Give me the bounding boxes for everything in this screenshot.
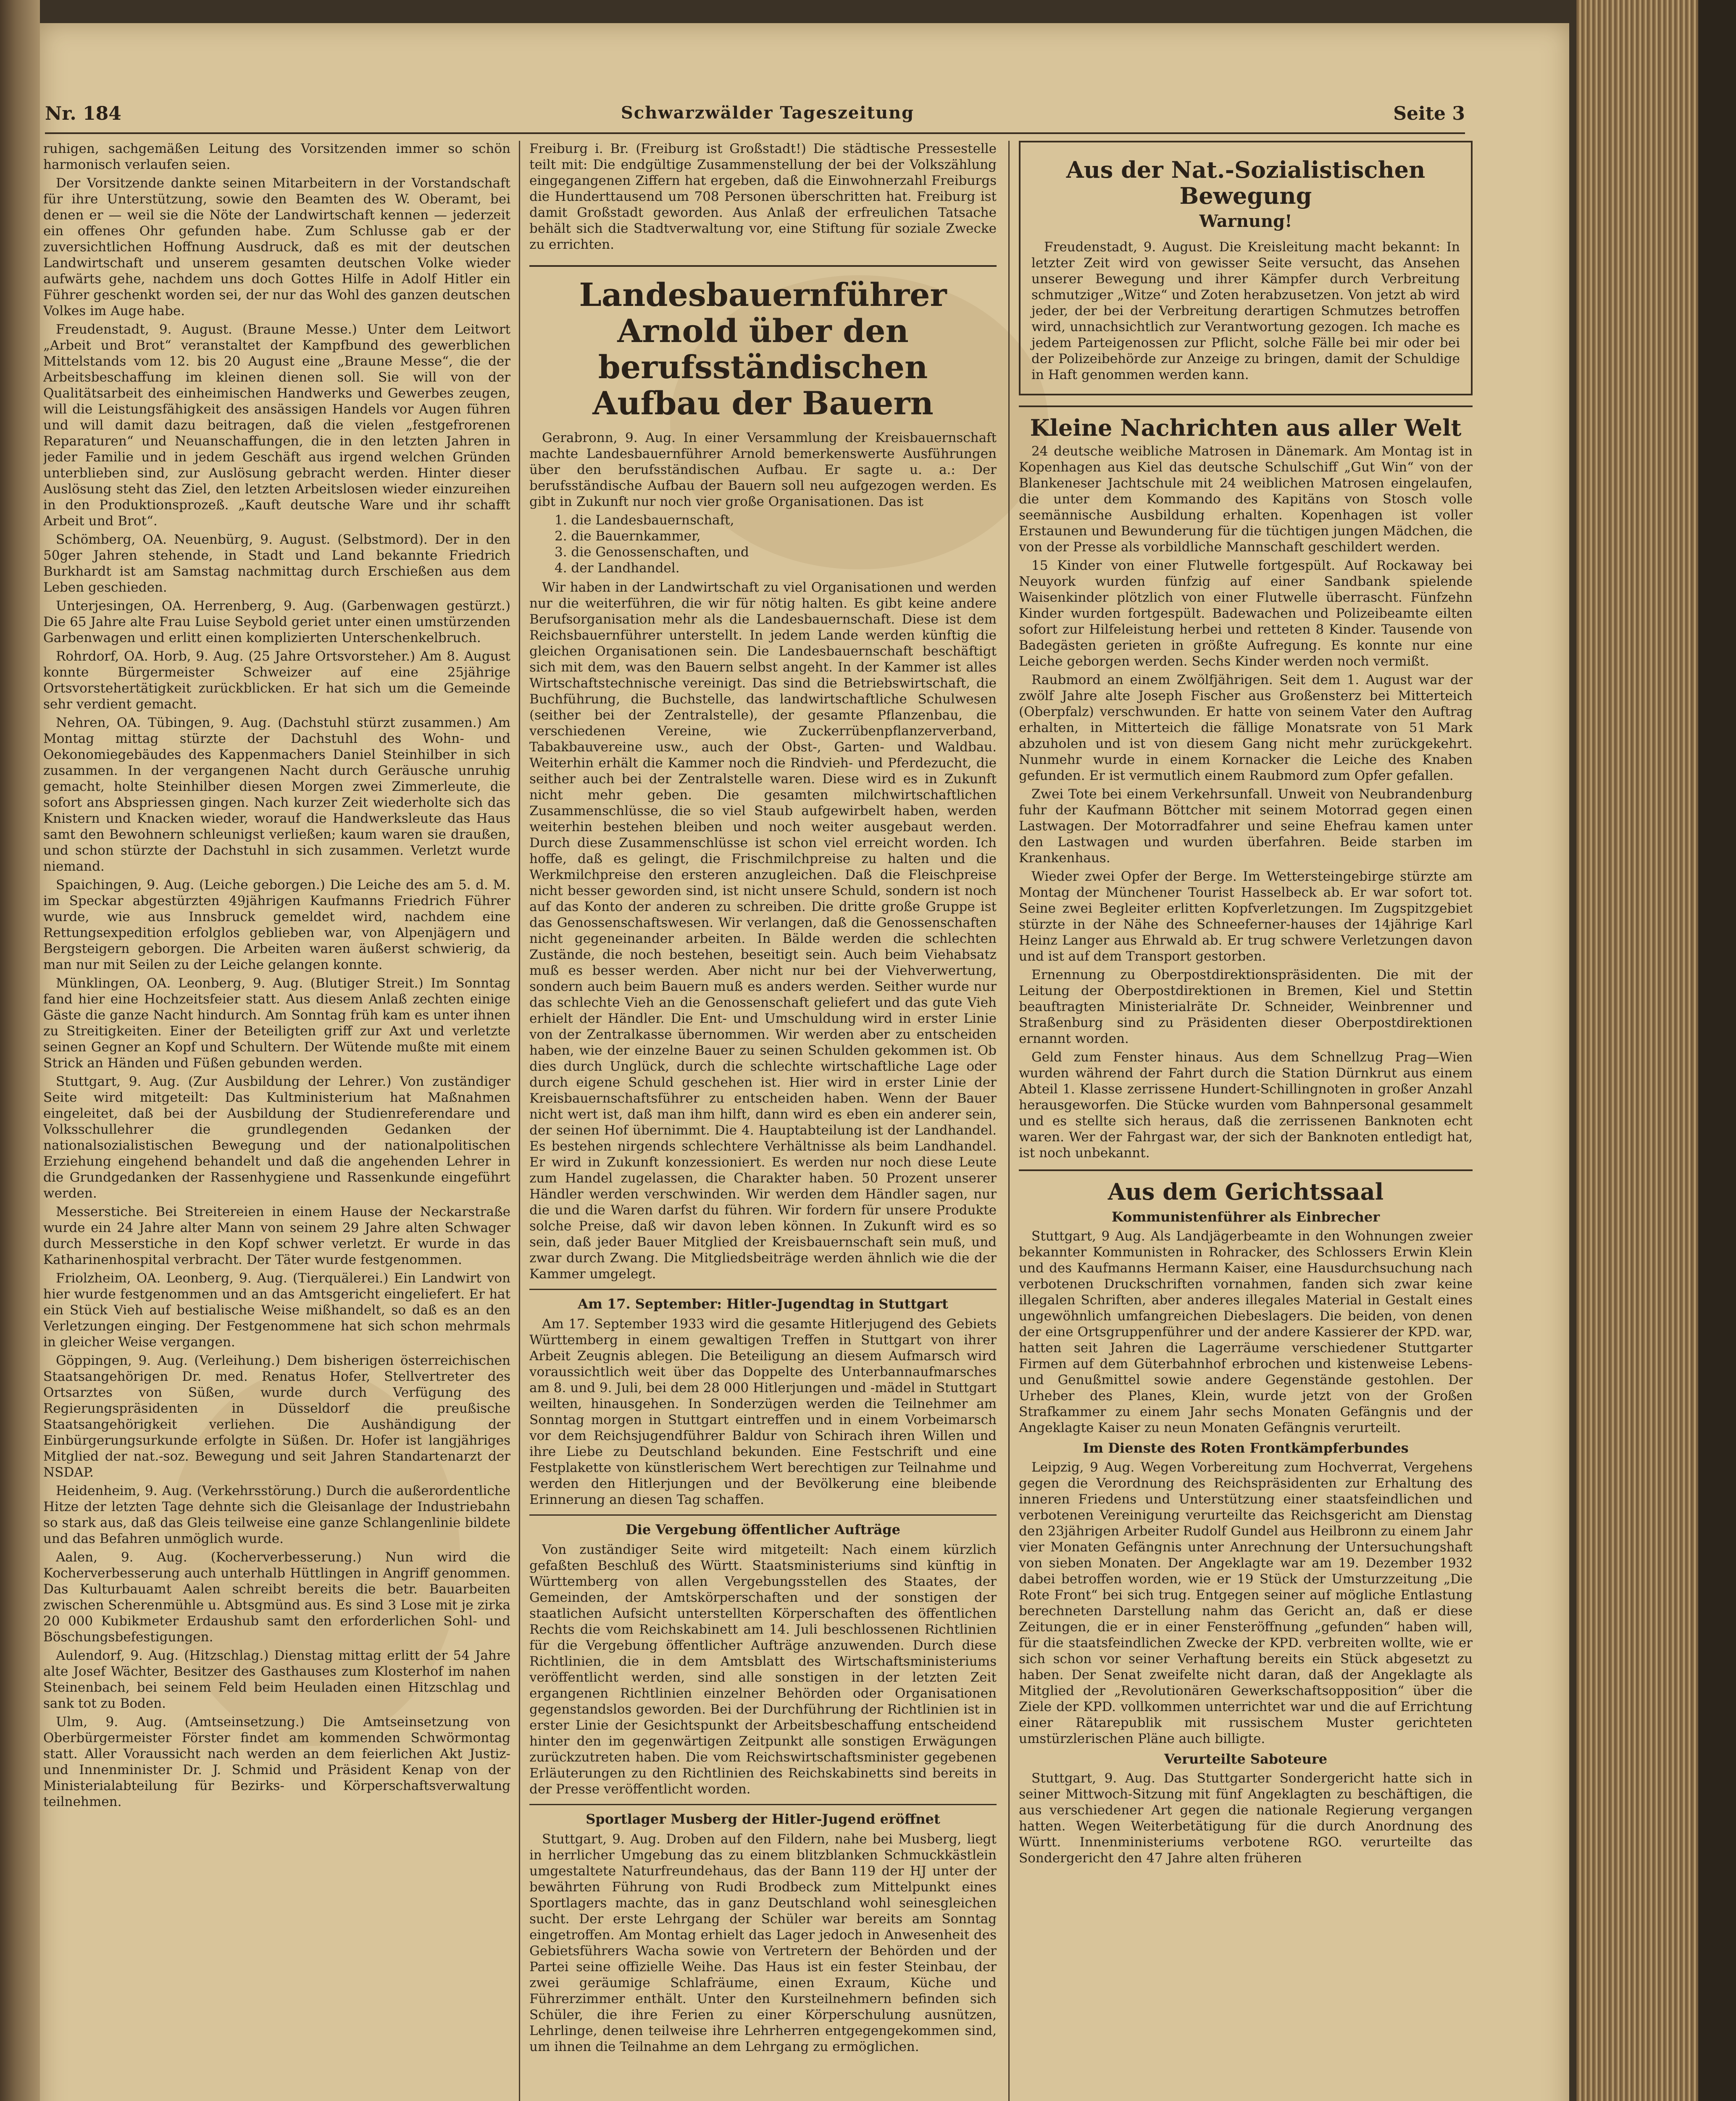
article-paragraph: Aulendorf, 9. Aug. (Hitzschlag.) Dienstag mittag erlitt der 54 Jahre alte Josef Wächter, Besitzer des Gasthauses zum Klosterhof im nahen Steinenbach, bei seinem Feld beim Heuladen einen Hitzschlag und sank tot zu Boden. [43, 1648, 510, 1711]
article-paragraph: Freudenstadt, 9. August. (Braune Messe.) Unter dem Leitwort „Arbeit und Brot“ veranstaltet der Kampfbund des gewerblichen Mittelstands vom 12. bis 20 August eine „Braune Messe“, die der Arbeitsbeschaffung im kleinen dienen soll. Sie will von der Qualitätsarbeit des einheimischen Handwerks und Gewerbes zeugen, will die Leistungsfähigkeit des ansässigen Handels vor Augen führen und will damit dazu beitragen, daß die vielen „festgefrorenen Reparaturen“ und Neuanschaffungen, die in den letzten Jahren in jeder Familie und in jedem Geschäft aus irgend welchen Gründen unterblieben sind, zur Auslösung gebracht werden. Hinter dieser Auslösung steht das Ziel, den letzten Arbeitslosen wieder einzureihen in den Produktionsprozeß. „Kauft deutsche Ware und ihr schafft Arbeit und Brot“. [43, 322, 510, 529]
article-lead: Gerabronn, 9. Aug. In einer Versammlung der Kreisbauernschaft machte Landesbauernführer Arnold bemerkenswerte Ausführungen über den berufsständischen Aufbau. Er sagte u. a.: Der berufsständische Aufbau der Bauern soll neu aufgezogen werden. Es gibt in Zukunft nur noch vier große Organisationen. Das ist [529, 430, 997, 509]
article-paragraph: Messerstiche. Bei Streitereien in einem Hause der Neckarstraße wurde ein 24 Jahre alter Mann von seinem 29 Jahre alten Schwager durch Messerstiche in den Kopf schwer verletzt. Er wurde in das Katharinenhospital verbracht. Der Täter wurde festgenommen. [43, 1204, 510, 1267]
article-paragraph: Der Vorsitzende dankte seinen Mitarbeitern in der Vorstandschaft für ihre Unterstützung, sowie den Beamten des W. Oberamt, bei denen er — weil sie die Nöte der Landwirtschaft kennen — jederzeit ein offenes Ohr gefunden habe. Zum Schlusse gab er der zuversichtlichen Hoffnung Ausdruck, daß es mit der deutschen Landwirtschaft und unserem gesamten deutschen Volke wieder aufwärts gehe, nachdem uns doch Gottes Hilfe in Adolf Hitler ein Führer geschenkt worden sei, der nur das Wohl des ganzen deutschen Volkes im Auge habe. [43, 176, 510, 319]
box-subtitle: Warnung! [1199, 211, 1292, 231]
column-left [43, 141, 510, 2101]
court-section-title: Aus dem Gerichtssaal [1019, 1169, 1473, 1205]
box-title: Aus der Nat.-Sozialistischen Bewegung [1066, 156, 1426, 209]
article-paragraph: Rohrdorf, OA. Horb, 9. Aug. (25 Jahre Ortsvorsteher.) Am 8. August konnte Bürgermeister Schweizer auf eine 25jährige Ortsvorstehertätigkeit zurückblicken. Er hat sich um die Gemeinde sehr verdient gemacht. [43, 649, 510, 712]
news-item: 15 Kinder von einer Flutwelle fortgespült. Auf Rockaway bei Neuyork wurden fünfzig auf einer Sandbank spielende Waisenkinder plötzlich von einer Flutwelle überrascht. Fünfzehn Kinder wurden fortgespült. Badewachen und Polizeibeamte eilten sofort zur Hilfeleistung herbei und retteten 8 Kinder. Tausende von Badegästen gerieten in größte Aufregung. Es konnte nur eine Leiche geborgen werden. Sechs Kinder werden noch vermißt. [1019, 558, 1473, 669]
list-item: 4. der Landhandel. [555, 561, 680, 576]
article-paragraph: ruhigen, sachgemäßen Leitung des Vorsitzenden immer so schön harmonisch verlaufen seien. [43, 141, 510, 172]
list-item: 3. die Genossenschaften, und [555, 545, 749, 560]
article-paragraph: Stuttgart, 9. Aug. (Zur Ausbildung der Lehrer.) Von zuständiger Seite wird mitgeteilt: Das Kultministerium hat Maßnahmen eingeleitet, daß bei der Ausbildung der Studienreferendare und Volksschullehrer die grundlegenden Gedanken der nationalsozialistischen Bewegung und der nationalpolitischen Erziehung eingehend behandelt und daß die angehenden Lehrer in die Grundgedanken der Rassenhygiene und Rassenkunde eingeführt werden. [43, 1074, 510, 1201]
news-item: Geld zum Fenster hinaus. Aus dem Schnellzug Prag—Wien wurden während der Fahrt durch die Station Dürnkrut aus einem Abteil 1. Klasse zerrissene Hundert-Schillingnoten in großer Anzahl herausgeworfen. Die Stücke wurden vom Bahnpersonal gesammelt und es stellte sich heraus, daß die zerrissenen Banknoten echt waren. Wer der Fahrgast war, der sich der Banknoten entledigt hat, ist noch unbekannt. [1019, 1050, 1473, 1161]
news-item: 24 deutsche weibliche Matrosen in Dänemark. Am Montag ist in Kopenhagen aus Kiel das deutsche Schulschiff „Gut Win“ von der Blankeneser Jachtschule mit 24 weiblichen Matrosen eingelaufen, die unter dem Kommando des Kapitäns von Stosch volle seemännische Ausbildung erhalten. Kopenhagen ist voller Erstaunen und Bewunderung für die tüchtigen jungen Mädchen, die von der Presse als vorbildliche Mannschaft geschildert werden. [1019, 444, 1473, 555]
article-paragraph: Schömberg, OA. Neuenbürg, 9. August. (Selbstmord). Der in den 50ger Jahren stehende, in Stadt und Land bekannte Friedrich Burkhardt ist am Samstag nachmittag durch Erschießen aus dem Leben geschieden. [43, 532, 510, 595]
article-paragraph: Nehren, OA. Tübingen, 9. Aug. (Dachstuhl stürzt zusammen.) Am Montag mittag stürzte der Dachstuhl des Wohn- und Oekonomiegebäudes des Kappenmachers Daniel Steinhilber in sich zusammen. In der vergangenen Nacht durch Geräusche unruhig gemacht, holte Steinhilber diesen Morgen zwei Zimmerleute, die sofort ans Abspriessen gingen. Nach kurzer Zeit wiederholte sich das Knistern und Knacken wieder, worauf die Handwerksleute das Haus samt den Bewohnern schleunigst verließen; kaum waren sie draußen, und schon stürzte der Dachstuhl in sich zusammen. Verletzt wurde niemand. [43, 715, 510, 874]
article-paragraph: Stuttgart, 9 Aug. Als Landjägerbeamte in den Wohnungen zweier bekannter Kommunisten in Rohracker, des Schlossers Erwin Klein und des Kaufmanns Hermann Kaiser, eine Hausdurchsuchung nach verbotenen Druckschriften vornahmen, fanden sich zwar keine illegalen Schriften, aber anderes illegales Material in Gestalt eines ungewöhnlich umfangreichen Diebeslagers. Die beiden, von denen der eine Ortsgruppenführer und der andere Kassierer der KPD. war, hatten seit Jahren die Lagerräume verschiedener Stuttgarter Firmen auf dem Güterbahnhof erbrochen und kistenweise Lebens- und Genußmittel sowie andere Gegenstände gestohlen. Der Urheber des Planes, Klein, wurde jetzt von der Großen Strafkammer zu einem Jahr sechs Monaten Gefängnis und der Angeklagte Kaiser zu neun Monaten Gefängnis verurteilt. [1019, 1229, 1473, 1435]
article-paragraph: Heidenheim, 9. Aug. (Verkehrsstörung.) Durch die außerordentliche Hitze der letzten Tage dehnte sich die Gleisanlage der Industriebahn so stark aus, daß das Gleis teilweise eine ganze Schlangenlinie bildete und das Befahren unmöglich wurde. [43, 1483, 510, 1546]
column-right [1019, 141, 1473, 2101]
court-subtitle: Kommunistenführer als Einbrecher [1111, 1209, 1380, 1225]
headline-landesbauernfuehrer: Landesbauernführer Arnold über den berufsständischen Aufbau der Bauern [529, 265, 997, 421]
issue-number: Nr. 184 [45, 103, 121, 124]
article-paragraph: Ulm, 9. Aug. (Amtseinsetzung.) Die Amtseinsetzung von Oberbürgermeister Förster findet am kommenden Schwörmontag statt. Aller Voraussicht nach werden an dem feierlichen Akt Justiz- und Innenminister Dr. J. Schmid und Präsident Kenap von der Ministerialabteilung für Bezirks- und Körperschaftsverwaltung teilnehmen. [43, 1714, 510, 1809]
list-item: 1. die Landesbauernschaft, [555, 513, 734, 528]
book-spine [0, 0, 40, 2101]
news-section-title: Kleine Nachrichten aus aller Welt [1019, 405, 1473, 441]
news-item: Ernennung zu Oberpostdirektionspräsidenten. Die mit der Leitung der Oberpostdirektionen in Bremen, Kiel und Stettin beauftragten Ministerialräte Dr. Schneider, Weinbrenner und Straßenburg sind zu Präsidenten dieser Oberpostdirektionen ernannt worden. [1019, 967, 1473, 1046]
section-title-sportlager: Sportlager Musberg der Hitler-Jugend eröffnet [529, 1804, 997, 1827]
newspaper-page [40, 23, 1569, 2101]
organisation-list [555, 512, 997, 576]
movement-box [1019, 141, 1473, 395]
article-paragraph: Freudenstadt, 9. August. Die Kreisleitung macht bekannt: In letzter Zeit wird von gewisser Seite versucht, das Ansehen unserer Bewegung und ihrer Kämpfer durch Verbreitung schmutziger „Witze“ und Zoten herabzusetzen. Von jetzt ab wird jeder, der bei der Verbreitung derartigen Schmutzes betroffen wird, unnachsichtlich zur Verantwortung gezogen. Ich mache es jedem Parteigenossen zur Pflicht, solche Fälle bei mir oder bei der Polizeibehörde zur Anzeige zu bringen, damit der Schuldige in Haft genommen werden kann. [1031, 240, 1460, 382]
article-paragraph: Münklingen, OA. Leonberg, 9. Aug. (Blutiger Streit.) Im Sonntag fand hier eine Hochzeitsfeier statt. Aus diesem Anlaß zechten einige Gäste die ganze Nacht hindurch. Am Sonntag früh kam es unter ihnen zu Streitigkeiten. Einer der Beteiligten griff zur Axt und verletzte seinen Gegner an Kopf und Schultern. Der Wütende mußte mit einem Strick an Händen und Füßen gebunden werden. [43, 976, 510, 1071]
binding-edge [1698, 0, 1736, 2101]
column-rule [1008, 141, 1010, 2101]
newspaper-title: Schwarzwälder Tageszeitung [621, 103, 915, 123]
column-rule [519, 141, 520, 2101]
page-header [45, 78, 1465, 134]
news-item: Wieder zwei Opfer der Berge. Im Wettersteingebirge stürzte am Montag der Münchener Tourist Hasselbeck ab. Er war sofort tot. Seine zwei Begleiter erlitten Kopfverletzungen. Im Zugspitzgebiet stürzte in der Nähe des Schneeferner-hauses der 14jährige Karl Heinz Langer aus Ehrwald ab. Er trug schwere Verletzungen davon und ist auf dem Transport gestorben. [1019, 869, 1473, 964]
article-paragraph: Freiburg i. Br. (Freiburg ist Großstadt!) Die städtische Pressestelle teilt mit: Die endgültige Zusammenstellung der bei der Volkszählung eingegangenen Ziffern hat ergeben, daß die Einwohnerzahl Freiburgs die Hunderttausend um 708 Personen überschritten hat. Freiburg ist damit Großstadt geworden. Aus Anlaß der erfreulichen Tatsache behält sich die Stadtverwaltung vor, eine Stiftung für soziale Zwecke zu errichten. [529, 141, 997, 252]
article-paragraph: Von zuständiger Seite wird mitgeteilt: Nach einem kürzlich gefaßten Beschluß des Württ. Staatsministeriums sind künftig in Württemberg von allen Vergebungsstellen des Staates, der Gemeinden, der Amtskörperschaften und der sonstigen der staatlichen Aufsicht unterstellten Körperschaften des öffentlichen Rechts die vom Reichskabinett am 14. Juli beschlossenen Richtlinien für die Vergebung öffentlicher Aufträge anzuwenden. Durch diese Richtlinien, die in dem Amtsblatt des Wirtschaftsministeriums veröffentlicht werden, sind alle sonstigen in der letzten Zeit ergangenen Richtlinien einzelner Behörden oder Organisationen gegenstandslos geworden. Bei der Durchführung der Richtlinien ist in erster Linie der Gesichtspunkt der Arbeitsbeschaffung entscheidend hinter den im gegenwärtigen Zeitpunkt alle sonstigen Erwägungen zurückzutreten haben. Die vom Reichswirtschaftsminister gegebenen Erläuterungen zu den Richtlinien des Reichskabinetts sind bereits in der Presse veröffentlicht worden. [529, 1542, 997, 1797]
column-middle [529, 141, 997, 2101]
article-paragraph: Unterjesingen, OA. Herrenberg, 9. Aug. (Garbenwagen gestürzt.) Die 65 Jahre alte Frau Luise Seybold geriet unter einen umstürzenden Garbenwagen und erlitt einen komplizierten Unterschenkelbruch. [43, 598, 510, 645]
page-number: Seite 3 [1393, 103, 1465, 124]
article-paragraph: Wir haben in der Landwirtschaft zu viel Organisationen und werden nur die weiterführen, die wir für nötig halten. Es gibt keine andere Berufsorganisation mehr als die Landesbauernschaft. Diese ist dem Reichsbauernführer unterstellt. In jedem Lande werden künftig die gleichen Organisationen sein. Die Landesbauernschaft beschäftigt sich mit dem, was den Bauern selbst angeht. In der Kammer ist alles Wirtschaftstechnische vereinigt. Das sind die Betriebswirtschaft, die Buchführung, die Buchstelle, das landwirtschaftliche Schulwesen (seither bei der Zentralstelle), der gesamte Pflanzenbau, die verschiedenen Vereine, wie Zuckerrübenpflanzerverband, Tabakbauvereine usw., auch der Obst-, Garten- und Waldbau. Weiterhin erhält die Kammer noch die Rindvieh- und Pferdezucht, die seither auch bei der Zentralstelle waren. Diese wird es in Zukunft nicht mehr geben. Die gesamten milchwirtschaftlichen Zusammenschlüsse, die so viel Staub aufgewirbelt haben, werden weiterhin bestehen bleiben und noch weiter ausgebaut werden. Durch diese Zusammenschlüsse ist schon viel erreicht worden. Ich hoffe, daß es gelingt, die Frischmilchpreise zu halten und die Werkmilchpreise den ersteren anzugleichen. Daß die Fleischpreise nicht besser geworden sind, ist nicht unsere Schuld, sondern ist noch auf das Konto der anderen zu schreiben. Die dritte große Gruppe ist das Genossenschaftswesen. Wir verlangen, daß die Genossenschaften nicht gegeneinander arbeiten. In Bälde werden die schlechten Zustände, die noch bestehen, beseitigt sein. Auch beim Viehabsatz muß es besser werden. Aber nicht nur bei der Viehverwertung, sondern auch beim Bauern muß es anders werden. Seither wurde nur das schlechte Vieh an die Genossenschaft geliefert und das gute Vieh erhielt der Händler. Die Ent- und Umschuldung wird in erster Linie von der Zentralkasse übernommen. Wir werden aber zu entscheiden haben, wie der einzelne Bauer zu seinen Schulden gekommen ist. Ob dies durch Unglück, durch die schlechte wirtschaftliche Lage oder durch eigene Schuld geschehen ist. Hier wird in erster Linie der Kreisbauernschaftsführer zu entscheiden haben. Wenn der Bauer nicht wert ist, daß man ihm hilft, dann wird es eben ein anderer sein, der seinen Hof übernimmt. Die 4. Hauptabteilung ist der Landhandel. Es bestehen nirgends schlechtere Verhältnisse als beim Landhandel. Er wird in Zukunft konzessioniert. Es werden nur noch diese Leute zum Handel zugelassen, die Charakter haben. 50 Prozent unserer Händler werden verschwinden. Wir werden dem Händler sagen, nur die und die Waren darfst du führen. Wir fordern für unsere Produkte solche Preise, daß wir davon leben können. In Zukunft wird es so sein, daß jeder Bauer Mitglied der Kreisbauernschaft sein muß, und zwar durch Zwang. Die Mitgliedsbeiträge werden ähnlich wie die der Kammer umgelegt. [529, 580, 997, 1282]
section-title-hitlerjugendtag: Am 17. September: Hitler-Jugendtag in Stuttgart [529, 1289, 997, 1312]
news-item: Zwei Tote bei einem Verkehrsunfall. Unweit von Neubrandenburg fuhr der Kaufmann Böttcher mit seinem Motorrad gegen einen Lastwagen. Der Motorradfahrer und seine Ehefrau kamen unter den Lastwagen und wurden überfahren. Beide starben im Krankenhaus. [1019, 787, 1473, 866]
article-paragraph: Stuttgart, 9. Aug. Das Stuttgarter Sondergericht hatte sich in seiner Mittwoch-Sitzung mit fünf Angeklagten zu beschäftigen, die aus verschiedener Art gegen die nationale Regierung vergangen hatten. Wegen Weiterbetätigung für die durch Anordnung des Württ. Innenministeriums verbotene RGO. verurteilte das Sondergericht den 47 Jahre alten früheren [1019, 1771, 1473, 1866]
article-paragraph: Am 17. September 1933 wird die gesamte Hitlerjugend des Gebiets Württemberg in einem gewaltigen Treffen in Stuttgart von ihrer Arbeit Zeugnis ablegen. Die Beteiligung an diesem Aufmarsch wird voraussichtlich weit über das Doppelte des Unterbannaufmarsches am 8. und 9. Juli, bei dem 28 000 Hitlerjungen und -mädel in Stuttgart weilten, hinausgehen. In Sonderzügen werden die Teilnehmer am Sonntag morgen in Stuttgart eintreffen und in einem Vorbeimarsch vor dem Reichsjugendführer Baldur von Schirach ihren Willen und ihre Liebe zu Deutschland bekunden. Eine Festschrift und eine Festplakette von künstlerischem Wert berechtigen zur Teilnahme und werden den Hitlerjungen und der Bevölkerung eine bleibende Erinnerung an diesen Tag schaffen. [529, 1316, 997, 1507]
news-item: Raubmord an einem Zwölfjährigen. Seit dem 1. August war der zwölf Jahre alte Joseph Fischer aus Großensterz bei Mitterteich (Oberpfalz) verschwunden. Er hatte von seinem Vater den Auftrag erhalten, in Mitterteich die fällige Monatsrate von 51 Mark abzuholen und ist von diesem Gang nicht mehr zurückgekehrt. Nunmehr wurde in einem Kornacker die Leiche des Knaben gefunden. Er ist vermutlich einem Raubmord zum Opfer gefallen. [1019, 672, 1473, 783]
article-paragraph: Friolzheim, OA. Leonberg, 9. Aug. (Tierquälerei.) Ein Landwirt von hier wurde festgenommen und an das Amtsgericht eingeliefert. Er hat ein Stück Vieh auf bestialische Weise mißhandelt, so daß es an den Verletzungen einging. Der Festgenommene hat sich schon mehrmals in gleicher Weise vergangen. [43, 1271, 510, 1350]
section-title-auftraege: Die Vergebung öffentlicher Aufträge [529, 1514, 997, 1538]
article-paragraph: Stuttgart, 9. Aug. Droben auf den Fildern, nahe bei Musberg, liegt in herrlicher Umgebung das zu einem blitzblanken Schmuckkästlein umgestaltete Naturfreundehaus, das der Bann 119 der HJ unter der bewährten Führung von Rudi Brodbeck zum Mittelpunkt eines Sportlagers machte, das in ganz Deutschland wohl seinesgleichen sucht. Der erste Lehrgang der Schüler war bereits am Sonntag eingetroffen. Am Montag erhielt das Lager jedoch in Anwesenheit des Gebietsführers Wacha sowie von Vertretern der Behörden und der Partei seine offizielle Weihe. Das Haus ist ein fester Steinbau, der zwei geräumige Schlafräume, einen Exraum, Küche und Führerzimmer enthält. Unter den Kursteilnehmern befinden sich Schüler, die ihre Ferien zu einer Körperschulung ausnützen, Lehrlinge, denen teilweise ihre Lehrherren entgegengekommen sind, um ihnen die Teilnahme an dem Lehrgang zu ermöglichen. [529, 1832, 997, 2054]
court-subtitle: Verurteilte Saboteure [1164, 1751, 1328, 1767]
article-paragraph: Aalen, 9. Aug. (Kocherverbesserung.) Nun wird die Kocherverbesserung auch unterhalb Hüttlingen in Angriff genommen. Das Kulturbauamt Aalen schreibt bereits die betr. Bauarbeiten zwischen Scherenmühle u. Abtsgmünd aus. Es sind 3 Lose mit je zirka 20 000 Kubikmeter Erdaushub samt den erforderlichen Sohl- und Böschungsbefestigungen. [43, 1550, 510, 1645]
article-paragraph: Spaichingen, 9. Aug. (Leiche geborgen.) Die Leiche des am 5. d. M. im Speckar abgestürzten 49jährigen Kaufmanns Friedrich Führer wurde, wie aus Innsbruck gemeldet wird, nachdem eine Rettungsexpedition erfolglos geblieben war, von Alpenjägern und Bergsteigern geborgen. Die Arbeiten waren äußerst schwierig, da man nur mit Seilen zu der Leiche gelangen konnte. [43, 877, 510, 972]
list-item: 2. die Bauernkammer, [555, 529, 701, 544]
article-paragraph: Göppingen, 9. Aug. (Verleihung.) Dem bisherigen österreichischen Staatsangehörigen Dr. med. Renatus Hofer, Stellvertreter des Ortsarztes von Süßen, wurde durch Verfügung des Regierungspräsidenten in Düsseldorf die preußische Staatsangehörigkeit verliehen. Die Aushändigung der Einbürgerungsurkunde erfolgte in Süßen. Dr. Hofer ist langjähriges Mitglied der nat.-soz. Bewegung und seit Jahren Standartenarzt der NSDAP. [43, 1353, 510, 1480]
article-paragraph: Leipzig, 9 Aug. Wegen Vorbereitung zum Hochverrat, Vergehens gegen die Verordnung des Reichspräsidenten zur Erhaltung des inneren Friedens und Unterstützung einer staatsfeindlichen und verbotenen Vereinigung verurteilte das Reichsgericht am Dienstag den 23jährigen Arbeiter Rudolf Gundel aus Heilbronn zu einem Jahr vier Monaten Gefängnis unter Anrechnung der Untersuchungshaft von sieben Monaten. Der Angeklagte war am 19. Dezember 1932 dabei betroffen worden, wie er 19 Stück der Umsturzzeitung „Die Rote Front“ bei sich trug. Entgegen seiner auf mögliche Entlastung berechneten Darstellung nahm das Gericht an, daß er diese Zeitungen, die er in einer Fensteröffnung „gefunden“ haben will, für die staatsfeindlichen Zwecke der KPD. verbreiten wollte, wie er sich schon vor seiner Verhaftung bereits ein Stück abgesetzt zu haben. Der Senat zweifelte nicht daran, daß der Angeklagte als Mitglied der „Revolutionären Gewerkschaftsopposition“ über die Ziele der KPD. vollkommen unterrichtet war und die auf Errichtung einer Rätarepublik mit russischem Muster gerichteten umstürzlerischen Pläne auch billigte. [1019, 1460, 1473, 1746]
court-subtitle: Im Dienste des Roten Frontkämpferbundes [1083, 1440, 1409, 1456]
